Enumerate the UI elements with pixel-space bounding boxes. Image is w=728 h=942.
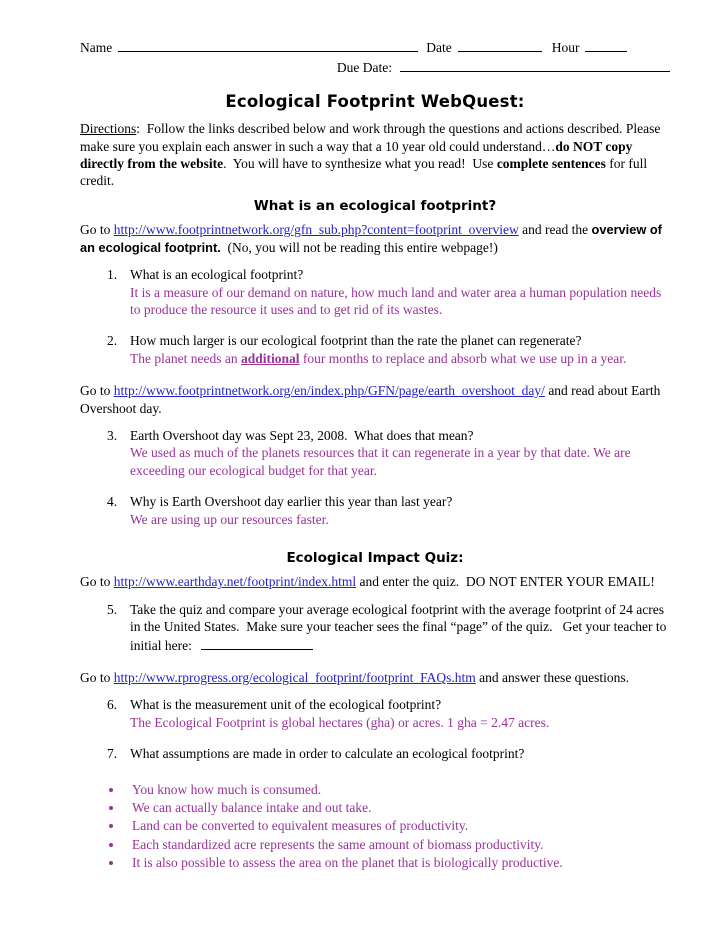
name-blank-field[interactable]	[118, 38, 418, 52]
question-1-text: What is an ecological footprint?	[130, 267, 304, 283]
question-5-text: Take the quiz and compare your average ecological footprint with the average footprint of 24 acres in the United States. Make sure your teacher sees the final “page” of the quiz. Get your teacher to initial here:	[130, 601, 670, 653]
question-3-text: Earth Overshoot day was Sept 23, 2008. What does that mean?	[130, 427, 474, 443]
date-label: Date	[426, 40, 452, 55]
date-blank-field[interactable]	[458, 38, 542, 52]
question-2-answer-pre: The planet needs an	[130, 350, 241, 366]
question-1	[80, 266, 670, 318]
goto4-end: and answer these questions.	[475, 670, 630, 686]
goto4-pre: Go to	[80, 670, 114, 686]
question-6-number: 6.	[107, 697, 118, 713]
question-6	[80, 696, 670, 731]
question-4	[80, 493, 670, 528]
section-heading-impact-quiz: Ecological Impact Quiz:	[286, 550, 464, 566]
question-7-text: What assumptions are made in order to calculate an ecological footprint?	[130, 746, 525, 762]
assumption-bullet-4: • Each standardized acre represents the same amount of biomass productivity.	[124, 836, 670, 853]
directions-text-2: . You will have to synthesize what you read! Use	[223, 155, 497, 171]
question-2-answer-post: four months to replace and absorb what we use up in a year.	[299, 350, 627, 366]
directions-text-3: for full credit.	[80, 155, 651, 189]
question-4-answer: We are using up our resources faster.	[130, 511, 329, 527]
question-2-answer	[130, 350, 670, 367]
question-7-number: 7.	[107, 746, 118, 762]
teacher-initial-blank-field[interactable]	[201, 636, 313, 650]
question-5	[80, 601, 670, 654]
goto-paragraph-rprogress	[80, 669, 670, 686]
question-2-text: How much larger is our ecological footprint than the rate the planet can regenerate?	[130, 333, 582, 349]
question-5-number: 5.	[107, 601, 118, 617]
question-2-number: 2.	[107, 333, 118, 349]
goto3-end: and enter the quiz. DO NOT ENTER YOUR EMAIL!	[356, 574, 655, 590]
question-1-number: 1.	[107, 267, 118, 283]
page-title: Ecological Footprint WebQuest:	[225, 91, 525, 111]
due-date-blank-field[interactable]	[400, 58, 670, 72]
goto2-pre: Go to	[80, 383, 114, 399]
question-7	[80, 745, 670, 762]
assumption-bullet-2: • We can actually balance intake and out take.	[124, 799, 670, 816]
goto1-bold: overview of an ecological footprint.	[80, 222, 666, 255]
question-1-answer: It is a measure of our demand on nature, how much land and water area a human population needs to produce the resource it uses and to get rid of its wastes.	[130, 284, 665, 317]
question-6-text: What is the measurement unit of the ecological footprint?	[130, 697, 442, 713]
question-4-number: 4.	[107, 494, 118, 510]
directions-paragraph	[80, 120, 670, 190]
question-2	[80, 332, 670, 367]
question-4-text: Why is Earth Overshoot day earlier this year than last year?	[130, 494, 453, 510]
hour-blank-field[interactable]	[585, 38, 627, 52]
footprintnetwork-overshoot-link[interactable]: http://www.footprintnetwork.org/en/index.php/GFN/page/earth_overshoot_day/	[113, 383, 545, 399]
hour-label: Hour	[551, 40, 580, 55]
goto1-mid: and read the	[518, 222, 592, 238]
directions-bold-1: do NOT copy directly from the website	[80, 138, 636, 171]
assumptions-bullet-list	[80, 781, 670, 872]
question-6-answer: The Ecological Footprint is global hectares (gha) or acres. 1 gha = 2.47 acres.	[130, 714, 550, 730]
goto-paragraph-overshoot	[80, 382, 670, 417]
goto-paragraph-earthday	[80, 573, 670, 590]
directions-bold-2: complete sentences	[496, 155, 606, 171]
goto3-pre: Go to	[80, 574, 114, 590]
directions-text-1: : Follow the links described below and work through the questions and actions described. Please make sure you explain each answer in such a way that a 10 year old could understand…	[80, 121, 664, 154]
header-row-2	[80, 58, 670, 76]
goto1-end: (No, you will not be reading this entire webpage!)	[220, 239, 498, 255]
section-heading-what-is-footprint: What is an ecological footprint?	[253, 197, 497, 214]
assumption-bullet-1: • You know how much is consumed.	[124, 781, 670, 798]
goto1-pre: Go to	[80, 222, 114, 238]
header-row-1	[80, 38, 670, 56]
name-label: Name	[80, 40, 113, 55]
assumption-bullet-3: • Land can be converted to equivalent measures of productivity.	[124, 817, 670, 834]
assumption-bullet-5: • It is also possible to assess the area on the planet that is biologically productive.	[124, 854, 670, 871]
footprintnetwork-overview-link[interactable]: http://www.footprintnetwork.org/gfn_sub.php?content=footprint_overview	[113, 222, 519, 238]
rprogress-faq-link[interactable]: http://www.rprogress.org/ecological_footprint/footprint_FAQs.htm	[113, 670, 476, 686]
question-2-answer-bold: additional	[240, 350, 300, 366]
goto-paragraph-overview	[80, 221, 670, 256]
question-3	[80, 427, 670, 479]
goto2-end: and read about Earth Overshoot day.	[80, 383, 664, 416]
due-date-label: Due Date:	[336, 60, 392, 76]
earthday-quiz-link[interactable]: http://www.earthday.net/footprint/index.html	[113, 574, 357, 590]
question-3-answer: We used as much of the planets resources that it can regenerate in a year by that date. We are exceeding our ecological budget for that year.	[130, 445, 634, 478]
directions-label: Directions	[80, 121, 137, 137]
question-3-number: 3.	[107, 427, 118, 443]
